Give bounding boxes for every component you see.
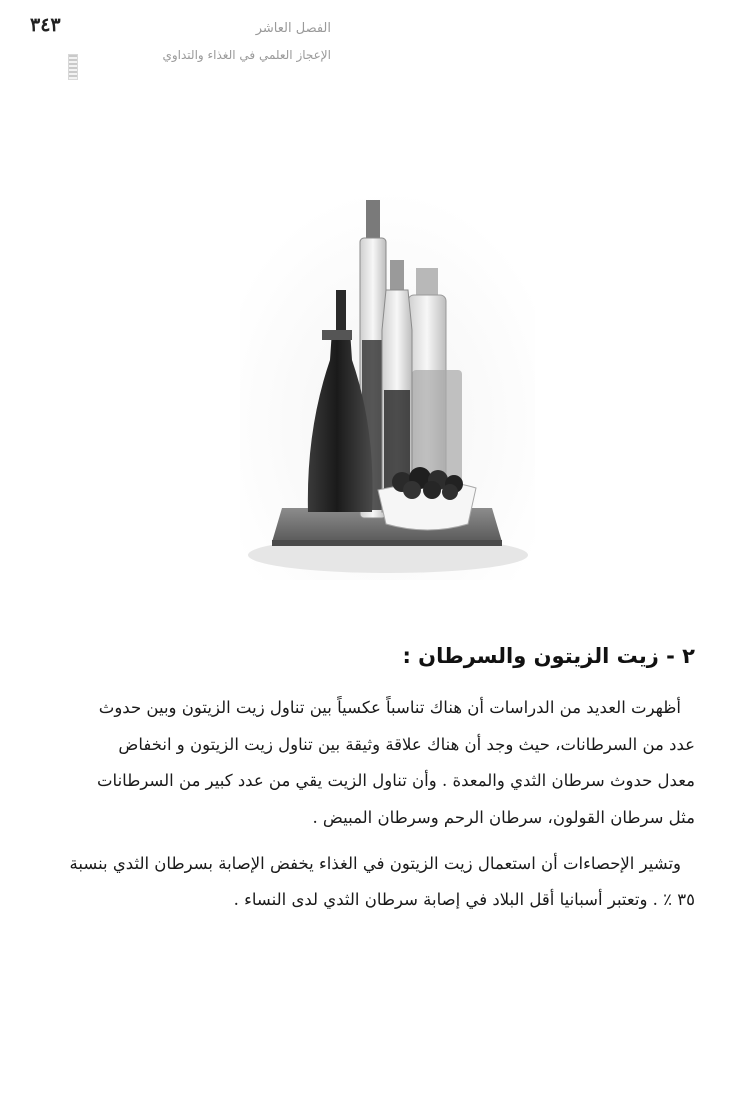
page-number: ٣٤٣ (30, 14, 61, 36)
paragraph-line: عدد من السرطانات، حيث وجد أن هناك علاقة وثيقة بين تناول زيت الزيتون و انخفاض (118, 734, 695, 754)
paragraph-line: ٣٥ ٪ . وتعتبر أسبانيا أقل البلاد في إصابة سرطان الثدي لدى النساء . (233, 890, 695, 909)
running-header (162, 18, 331, 66)
paragraph-line: معدل حدوث سرطان الثدي والمعدة . وأن تناول الزيت يقي من عدد كبير من السرطانات (97, 771, 695, 790)
book-title: الإعجاز العلمي في الغذاء والتداوي (162, 48, 331, 62)
paragraph-line: أظهرت العديد من الدراسات أن هناك تناسباً عكسياً بين تناول زيت الزيتون وبين حدوث (98, 698, 681, 717)
chapter-title: الفصل العاشر (255, 21, 331, 36)
header-ornament (68, 54, 78, 80)
paragraph-2 (60, 846, 695, 918)
paragraph-line: وتشير الإحصاءات أن استعمال زيت الزيتون في الغذاء يخفض الإصابة بسرطان الثدي بنسبة (69, 854, 681, 873)
paragraph-line: مثل سرطان القولون، سرطان الرحم وسرطان المبيض . (312, 807, 695, 827)
section-heading: ٢ - زيت الزيتون والسرطان : (402, 644, 695, 668)
olive-oil-bottles-photo (240, 190, 535, 580)
paragraph-1 (60, 690, 695, 836)
